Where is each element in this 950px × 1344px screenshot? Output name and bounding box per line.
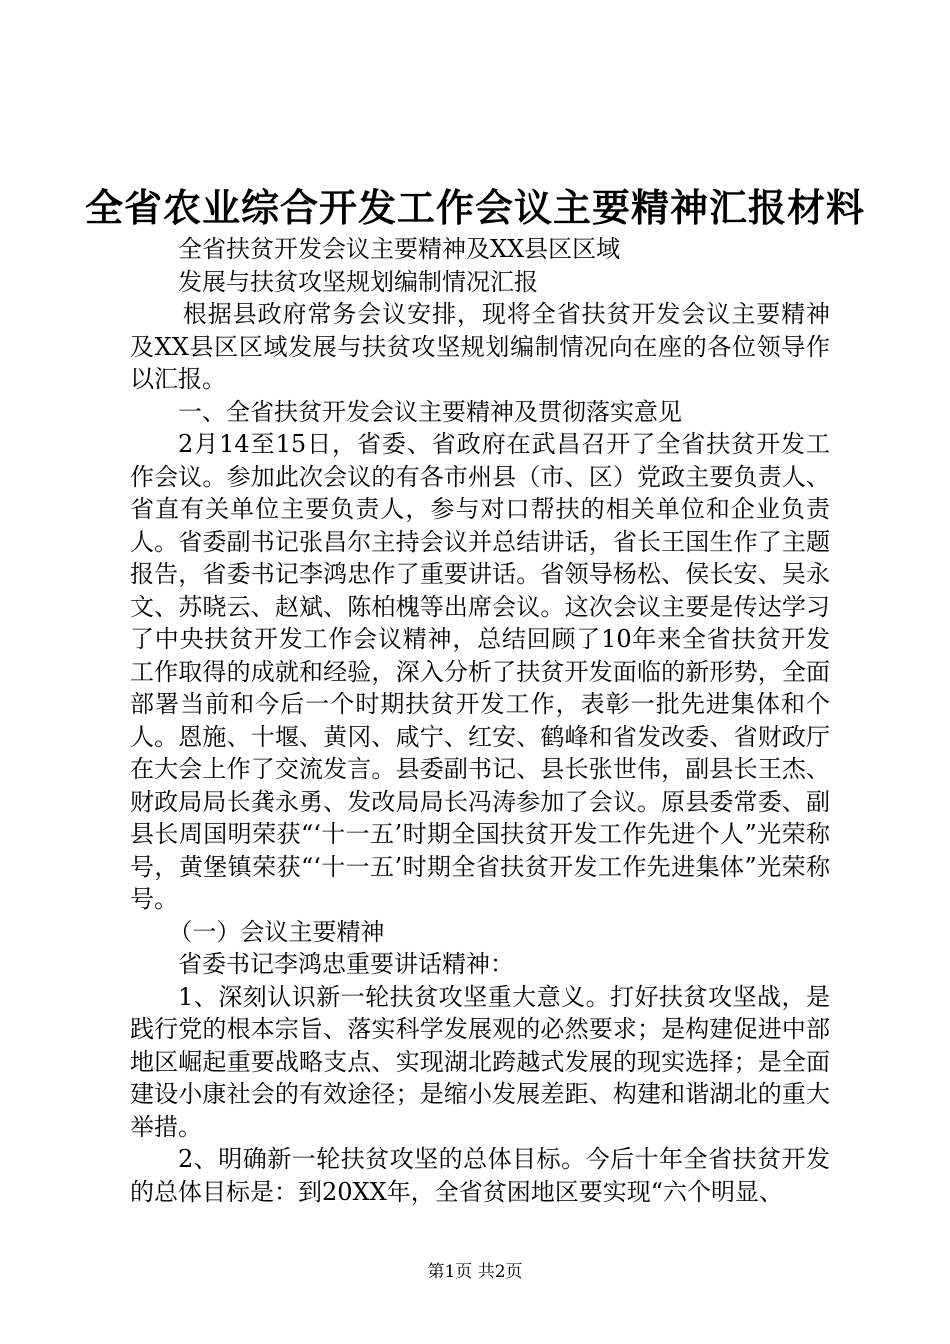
page-number: 第1页 共2页 xyxy=(427,1262,523,1282)
meeting-paragraph: 2月14至15日，省委、省政府在武昌召开了全省扶贫开发工作会议。参加此次会议的有各市州县（市、区）党政主要负责人、省直有关单位主要负责人，参与对口帮扶的相关单位和企业负责人。省委副书记张昌尔主持会议并总结讲话，省长王国生作了主题报告，省委书记李鸿忠作了重要讲话。省领导杨松、侯长安、吴永文、苏晓云、赵斌、陈柏槐等出席会议。这次会议主要是传达学习了中央扶贫开发工作会议精神，总结回顾了10年来全省扶贫开发工作取得的成就和经验，深入分析了扶贫开发面临的新形势，全面部署当前和今后一个时期扶贫开发工作，表彰一批先进集体和个人。恩施、十堰、黄冈、咸宁、红安、鹤峰和省发改委、省财政厅在大会上作了交流发言。县委副书记、县长张世伟，副县长王杰、财政局局长龚永勇、发改局局长冯涛参加了会议。原县委常委、副县长周国明荣获“‘十一五’时期全国扶贫开发工作先进个人”光荣称号，黄堡镇荣获“‘十一五’时期全省扶贫开发工作先进集体”光荣称号。 xyxy=(130,430,830,913)
subtitle-line-1: 全省扶贫开发会议主要精神及XX县区区域 xyxy=(178,235,621,263)
intro-paragraph: 根据县政府常务会议安排，现将全省扶贫开发会议主要精神及XX县区区域发展与扶贫攻坚规划编制情况向在座的各位领导作以汇报。 xyxy=(130,300,830,393)
document-body xyxy=(130,233,830,1208)
point-1-paragraph: 1、深刻认识新一轮扶贫攻坚重大意义。打好扶贫攻坚战，是践行党的根本宗旨、落实科学发展观的必然要求；是构建促进中部地区崛起重要战略支点、实现湖北跨越式发展的现实选择；是全面建设小康社会的有效途径；是缩小发展差距、构建和谐湖北的重大举措。 xyxy=(130,982,830,1141)
speech-intro: 省委书记李鸿忠重要讲话精神： xyxy=(178,950,514,978)
subsection-heading: （一）会议主要精神 xyxy=(168,917,385,946)
document-title: 全省农业综合开发工作会议主要精神汇报材料 xyxy=(84,186,865,230)
subtitle-line-2: 发展与扶贫攻坚规划编制情况汇报 xyxy=(178,267,538,296)
section-heading-1: 一、全省扶贫开发会议主要精神及贯彻落实意见 xyxy=(178,397,682,426)
point-2-paragraph: 2、明确新一轮扶贫攻坚的总体目标。今后十年全省扶贫开发的总体目标是：到20XX年，全省贫困地区要实现“六个明显、 xyxy=(130,1145,830,1206)
